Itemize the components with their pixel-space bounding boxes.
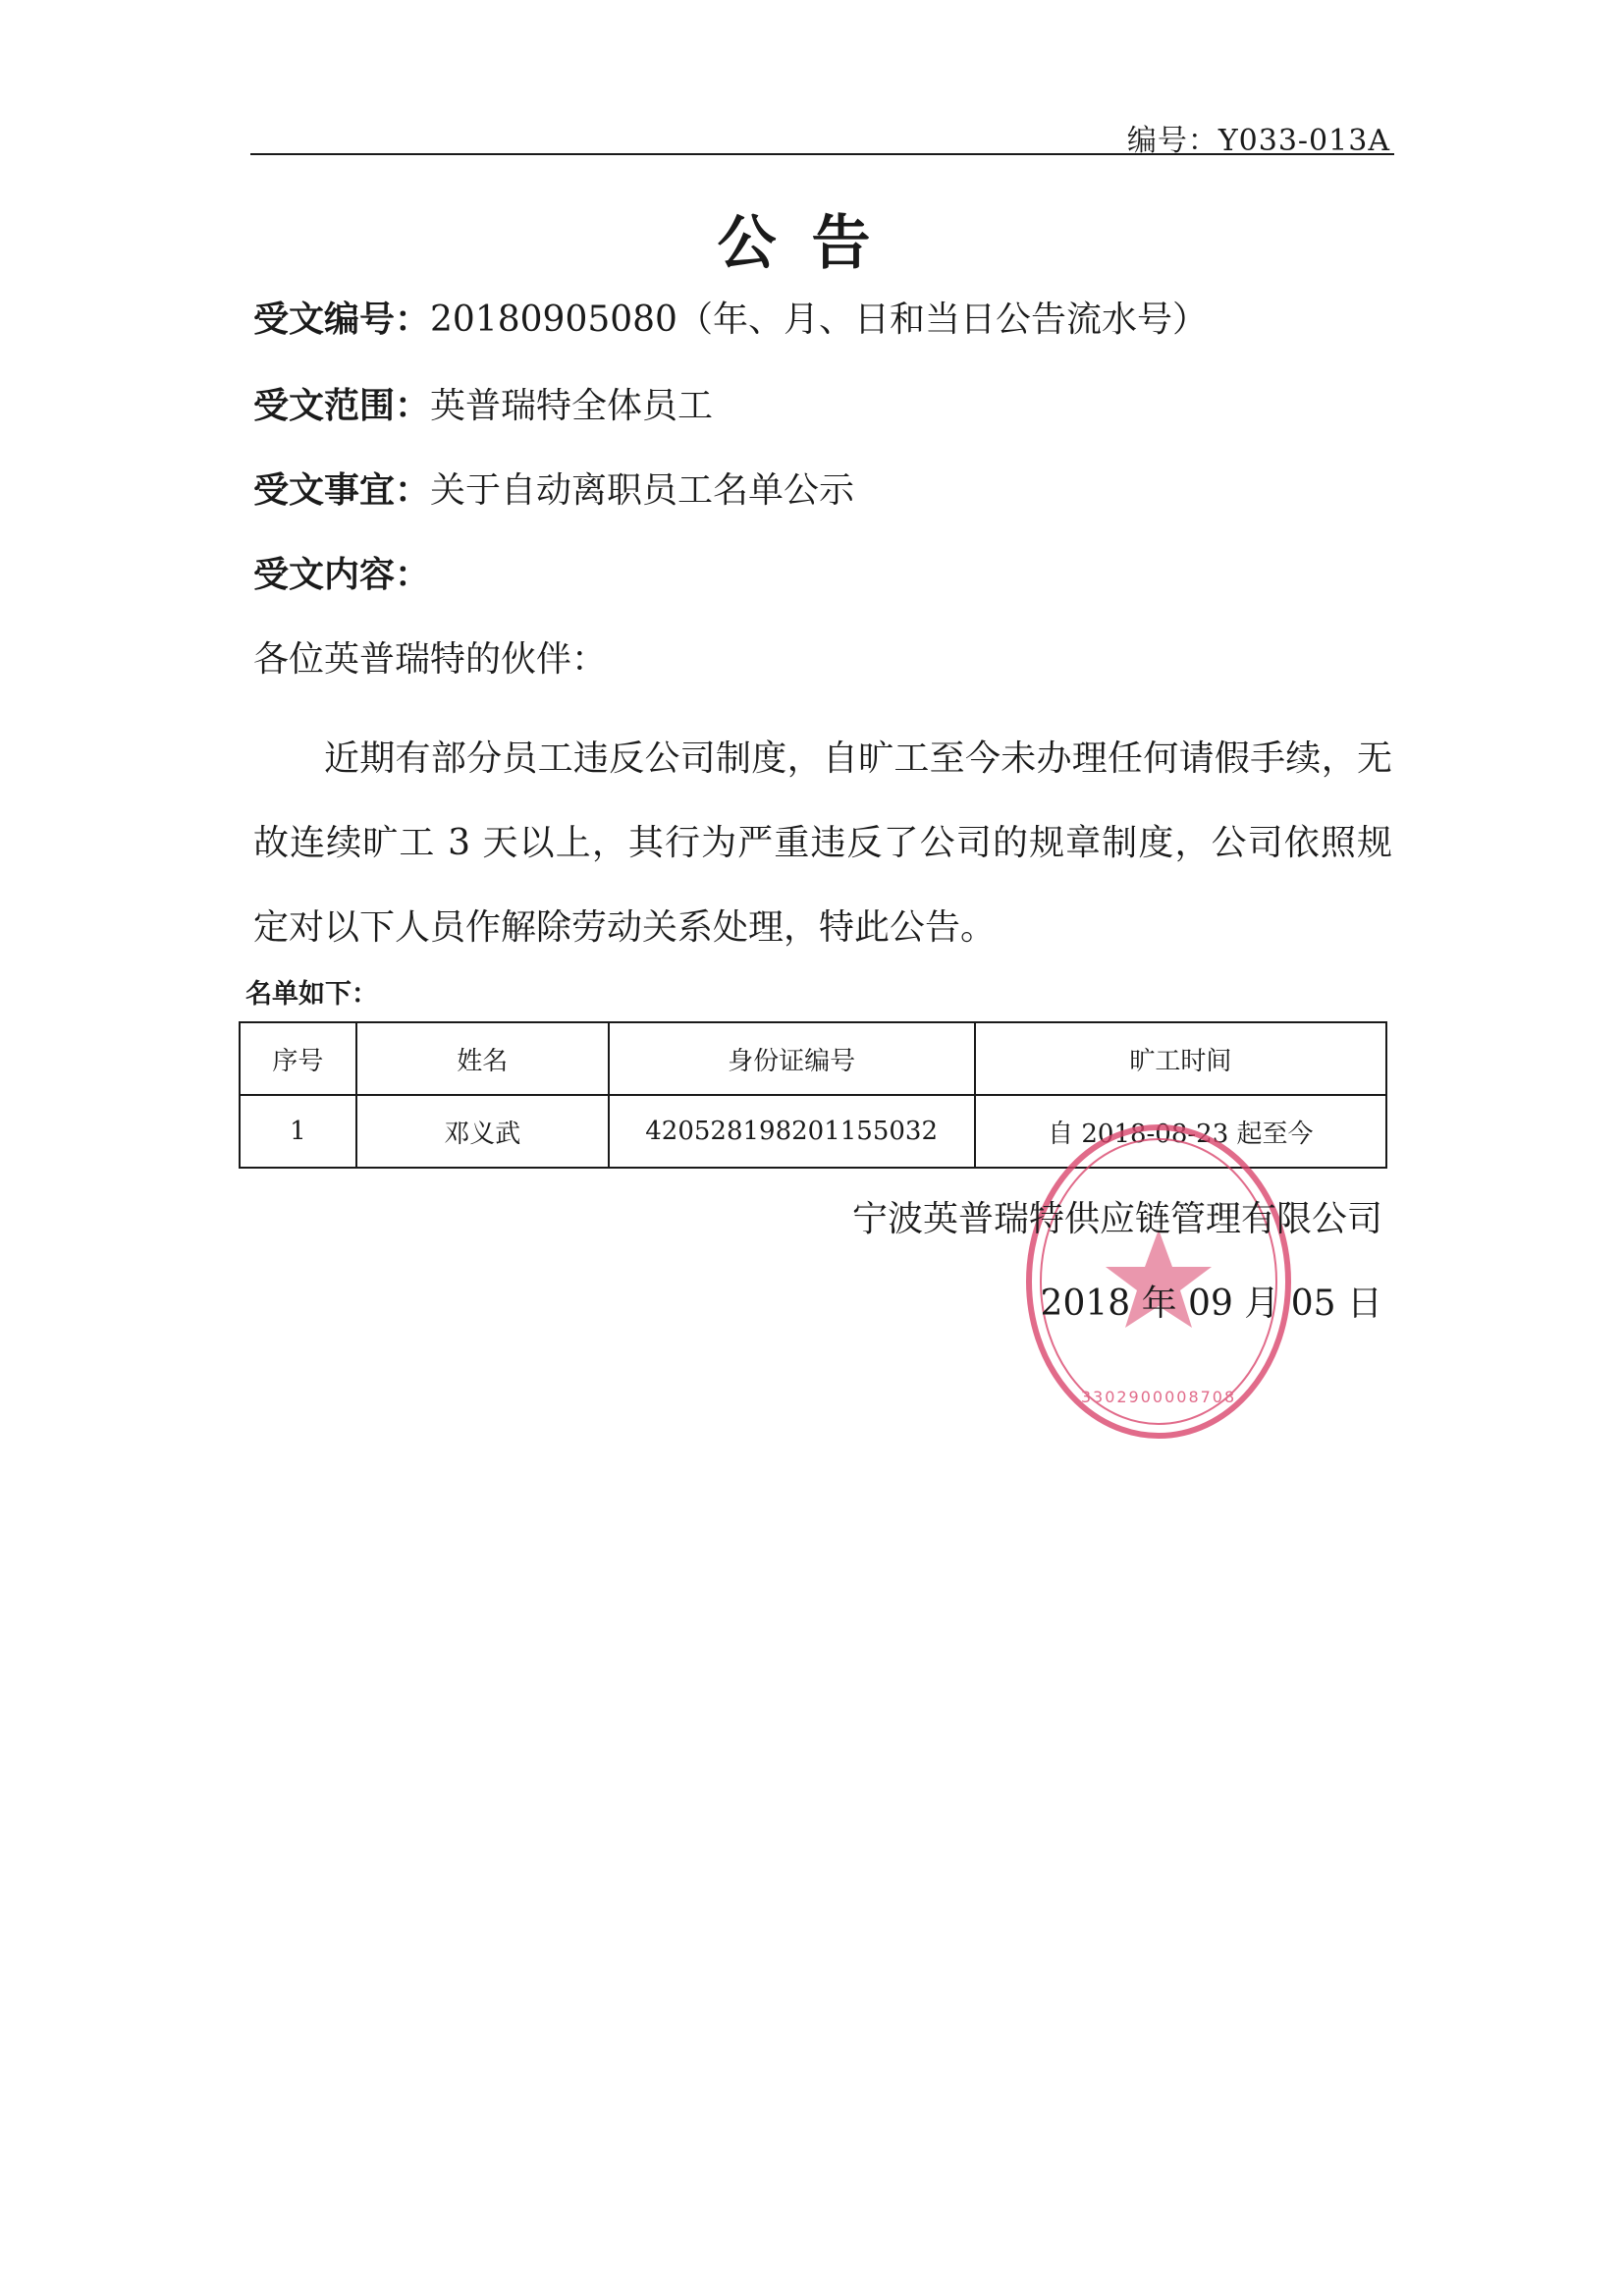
company-name: 宁波英普瑞特供应链管理有限公司 [851, 1199, 1382, 1239]
document-number: 编号：Y033-013A [1126, 124, 1390, 158]
body-paragraph: 近期有部分员工违反公司制度，自旷工至今未办理任何请假手续，无故连续旷工 3 天以上，其行为严重违反了公司的规章制度，公司依照规定对以下人员作解除劳动关系处理，特此公告。 [253, 738, 1392, 948]
field-label: 受文内容： [253, 555, 431, 595]
header-divider [250, 153, 1394, 155]
cell-seq: 1 [240, 1095, 356, 1168]
field-value: 20180905080（年、月、日和当日公告流水号） [430, 300, 1208, 340]
cell-name: 邓义武 [356, 1095, 609, 1168]
field-subject [253, 467, 854, 515]
field-reference-number [253, 297, 1208, 344]
column-header-seq: 序号 [240, 1022, 356, 1095]
field-scope [253, 383, 713, 430]
field-label: 受文事宜： [253, 470, 431, 511]
signature-date: 2018 年 09 月 05 日 [1040, 1284, 1382, 1324]
cell-id: 420528198201155032 [609, 1095, 975, 1168]
cell-absence: 自 2018-08-23 起至今 [975, 1095, 1386, 1168]
field-label: 受文范围： [253, 386, 431, 426]
table-header-row [240, 1022, 1386, 1095]
column-header-name: 姓名 [356, 1022, 609, 1095]
field-content [253, 552, 430, 599]
field-value: 英普瑞特全体员工 [430, 386, 714, 426]
column-header-absence: 旷工时间 [975, 1022, 1386, 1095]
column-header-id: 身份证编号 [609, 1022, 975, 1095]
list-heading: 名单如下： [245, 979, 378, 1010]
document-title: 公告 [717, 209, 906, 278]
seal-number: 3302900008708 [1080, 1388, 1237, 1406]
greeting: 各位英普瑞特的伙伴： [253, 639, 608, 680]
field-value: 关于自动离职员工名单公示 [430, 470, 855, 511]
field-label: 受文编号： [253, 300, 431, 340]
